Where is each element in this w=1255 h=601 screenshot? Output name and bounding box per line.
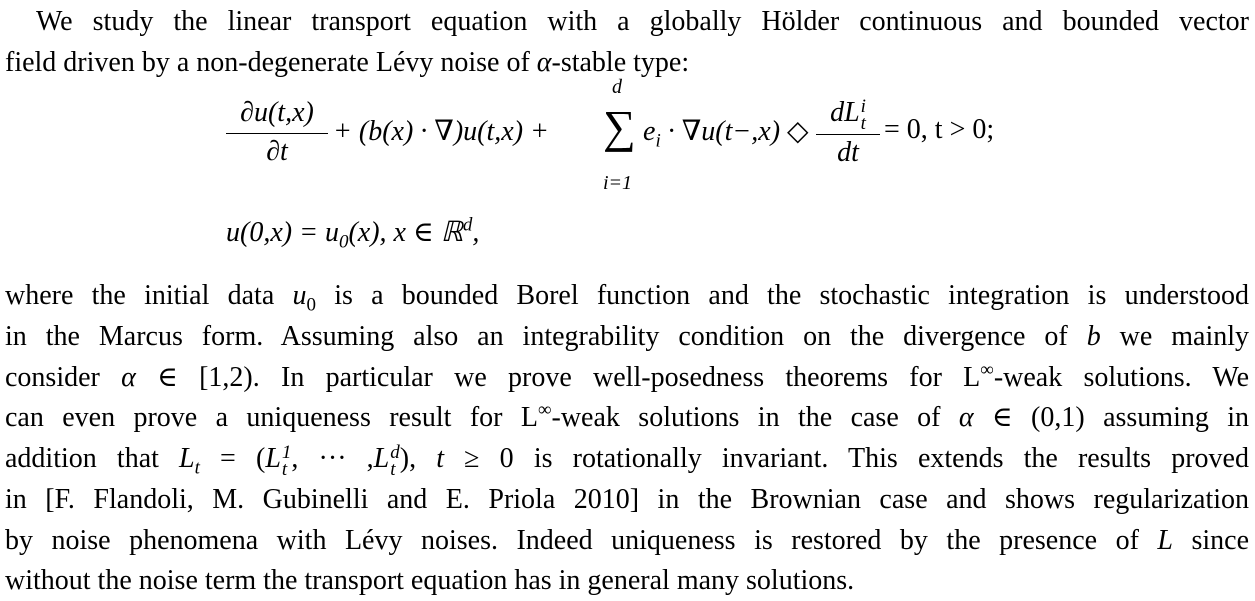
noise-term-rest: · ∇u(t−,x) ◇ [660,116,809,147]
sum-upper-limit: d [612,76,622,98]
initial-condition-lhs: u(0,x) = u [226,217,339,248]
fraction-du-dt [226,95,328,170]
initial-condition-sub: 0 [338,231,349,253]
dL-text: dL [830,97,860,128]
sum-symbol: ∑ [603,101,636,152]
text-segment: = ( [199,443,266,474]
initial-condition-comma: , [472,217,480,248]
text-line [5,398,1249,438]
text-segment: -stable type: [551,47,690,78]
math-symbol: t [436,443,445,474]
math-symbol: α [958,402,974,433]
text-line [5,43,1249,83]
sum-lower-limit: i=1 [603,172,633,194]
math-symbol: t [194,457,200,479]
math-symbol: ∞ [980,359,994,381]
text-segment: since [1172,525,1249,556]
math-symbol: L d t [373,441,400,480]
text-line [5,317,1249,357]
math-symbol: ∞ [537,399,552,421]
initial-condition-sup: d [462,214,473,236]
math-symbol: 0 [306,294,316,316]
fraction-numerator: ∂u(t,x) [226,95,328,134]
text-segment: in the Marcus form. Assuming also an integrability condition on the divergence of [5,321,1087,352]
math-symbol: u [292,280,307,311]
math-symbol: α [536,47,552,78]
text-segment: can even prove a uniqueness result for L [5,402,538,433]
text-segment: We study the linear transport equation with a globally Hölder continuous and bounded vector [36,6,1249,37]
text-segment: in [F. Flandoli, M. Gubinelli and E. Priola 2010] in the Brownian case and shows regularization [5,484,1249,515]
equation-tail: = 0, t > 0; [884,114,995,145]
dL-subscript: t [860,112,866,134]
dL-superscript: i [860,95,866,117]
text-segment: consider [5,362,122,393]
text-segment: without the noise term the transport equation has in general many solutions. [5,565,855,596]
text-segment: -weak solutions in the case of [551,402,959,433]
dL-indices [860,95,866,134]
text-segment: ∈ (0,1) assuming in [973,402,1250,433]
fraction-denominator: ∂t [266,136,288,167]
text-segment: is a bounded Borel function and the stochastic integration is understood [315,280,1249,311]
math-symbol: α [121,362,136,393]
initial-condition-domain: (x), x ∈ ℝ [348,217,463,248]
math-symbol: b [1086,321,1101,352]
text-line [5,439,1249,479]
text-segment: we mainly [1100,321,1250,352]
initial-condition [226,214,480,253]
text-line [5,276,1249,316]
math-symbol: L [179,443,195,474]
text-segment: field driven by a non-degenerate Lévy noise of [5,47,537,78]
fraction-numerator [816,95,880,135]
noise-term [643,114,809,152]
text-line [5,2,1249,42]
text-segment: ≥ 0 is rotationally invariant. This extends the results proved [444,443,1249,474]
text-line [5,561,1249,601]
text-segment: , ··· , [291,443,374,474]
text-segment: ), [399,443,437,474]
text-segment: by noise phenomena with Lévy noises. Indeed uniqueness is restored by the presence of [5,525,1158,556]
noise-term-e: e [643,116,656,147]
text-segment: -weak solutions. We [993,362,1249,393]
text-segment: addition that [5,443,180,474]
noise-term-subscript: i [655,130,661,152]
text-segment: where the initial data [5,280,293,311]
math-symbol: L [1157,525,1173,556]
math-symbol: L 1 t [265,441,292,480]
text-line [5,521,1249,561]
text-segment: ∈ [1,2). In particular we prove well-posedness theorems for L [135,362,981,393]
fraction-denominator: dt [837,136,859,168]
text-line [5,358,1249,398]
fraction-dL-dt [816,95,880,171]
drift-term: + (b(x) · ∇)u(t,x) + [333,116,549,147]
text-line [5,480,1249,520]
